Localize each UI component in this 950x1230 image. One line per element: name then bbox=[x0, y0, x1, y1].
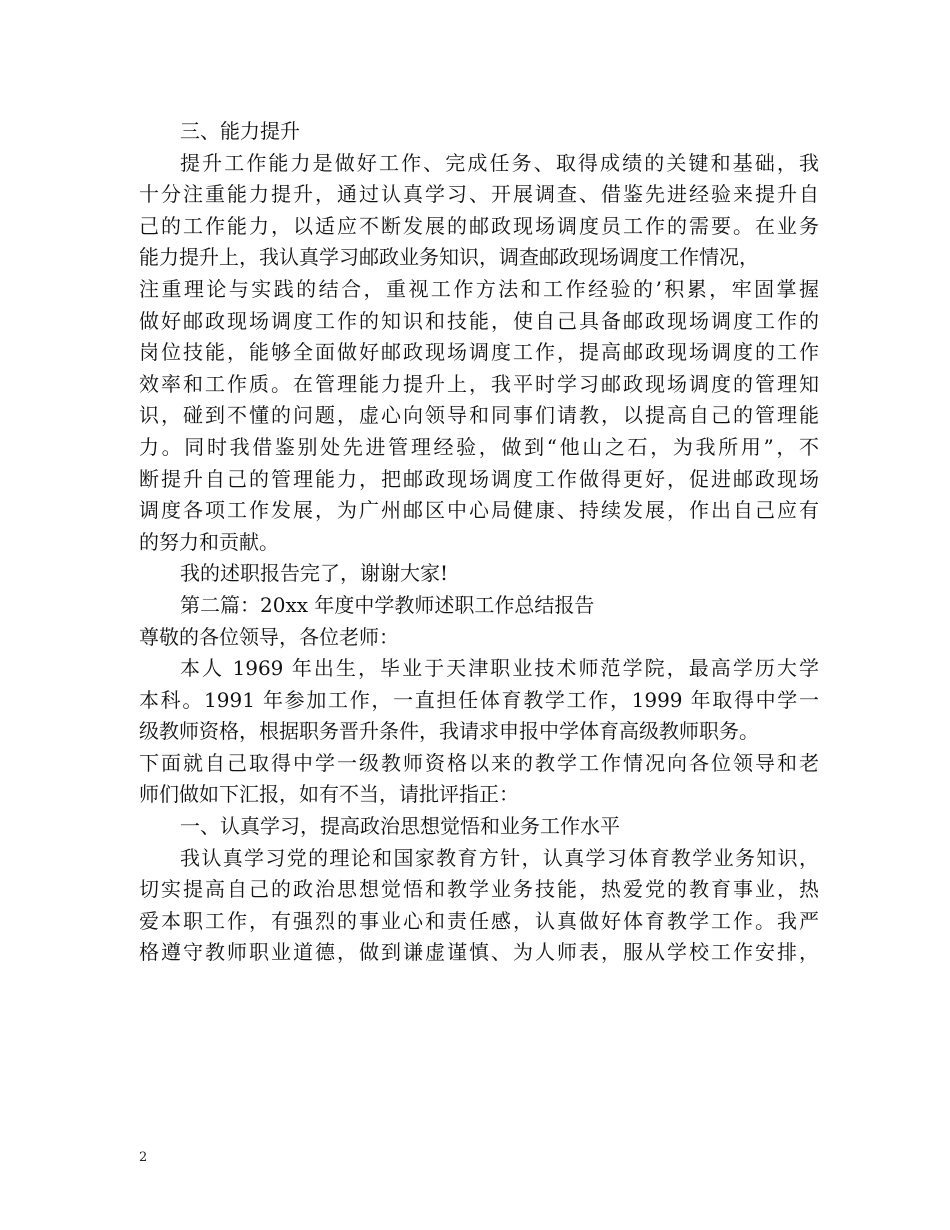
text-line: 三、能力提升 bbox=[180, 119, 300, 143]
text-line: 一、认真学习，提高政治思想觉悟和业务工作水平 bbox=[180, 814, 620, 839]
text-line: 切实提高自己的政治思想觉悟和教学业务技能，热爱党的教育事业，热 bbox=[139, 877, 819, 902]
text-line: 力。同时我借鉴别处先进管理经验，做到“他山之石，为我所用”，不 bbox=[139, 434, 819, 459]
text-line: 识，碰到不懂的问题，虚心向领导和同事们请教，以提高自己的管理能 bbox=[139, 403, 819, 428]
text-line: 我的述职报告完了，谢谢大家! bbox=[180, 561, 449, 586]
text-line: 能力提升上，我认真学习邮政业务知识，调查邮政现场调度工作情况， bbox=[139, 245, 759, 270]
text-line: 师们做如下汇报，如有不当，请批评指正： bbox=[139, 782, 519, 807]
text-line: 断提升自己的管理能力，把邮政现场调度工作做得更好，促进邮政现场 bbox=[139, 466, 819, 491]
text-line: 爱本职工作，有强烈的事业心和责任感，认真做好体育教学工作。我严 bbox=[139, 908, 819, 933]
document-body bbox=[139, 116, 819, 969]
text-line: 下面就自己取得中学一级教师资格以来的教学工作情况向各位领导和老 bbox=[139, 750, 819, 775]
text-line: 注重理论与实践的结合，重视工作方法和工作经验的’积累，牢固掌握 bbox=[139, 276, 819, 301]
page-number: 2 bbox=[139, 1150, 148, 1165]
text-line: 的努力和贡献。 bbox=[139, 529, 279, 554]
text-line: 格遵守教师职业道德，做到谦虚谨慎、为人师表，服从学校工作安排， bbox=[139, 940, 819, 965]
text-line: 本科。1991 年参加工作，一直担任体育教学工作，1999 年取得中学一 bbox=[139, 687, 819, 712]
text-line: 本人 1969 年出生，毕业于天津职业技术师范学院，最高学历大学 bbox=[180, 656, 819, 681]
text-line: 十分注重能力提升，通过认真学习、开展调查、借鉴先进经验来提升自 bbox=[139, 182, 819, 207]
text-line: 做好邮政现场调度工作的知识和技能，使自己具备邮政现场调度工作的 bbox=[139, 308, 819, 333]
text-line: 提升工作能力是做好工作、完成任务、取得成绩的关键和基础，我 bbox=[180, 150, 819, 175]
text-line: 岗位技能，能够全面做好邮政现场调度工作，提高邮政现场调度的工作 bbox=[139, 340, 819, 365]
text-line: 效率和工作质。在管理能力提升上，我平时学习邮政现场调度的管理知 bbox=[139, 371, 819, 396]
text-line: 我认真学习党的理论和国家教育方针，认真学习体育教学业务知识， bbox=[180, 845, 819, 870]
text-line: 尊敬的各位领导，各位老师： bbox=[139, 624, 399, 649]
text-line: 第二篇：20xx 年度中学教师述职工作总结报告 bbox=[180, 592, 595, 617]
text-line: 调度各项工作发展，为广州邮区中心局健康、持续发展，作出自己应有 bbox=[139, 498, 819, 523]
text-line: 级教师资格，根据职务晋升条件，我请求申报中学体育高级教师职务。 bbox=[139, 719, 759, 744]
text-line: 己的工作能力，以适应不断发展的邮政现场调度员工作的需要。在业务 bbox=[139, 213, 819, 238]
